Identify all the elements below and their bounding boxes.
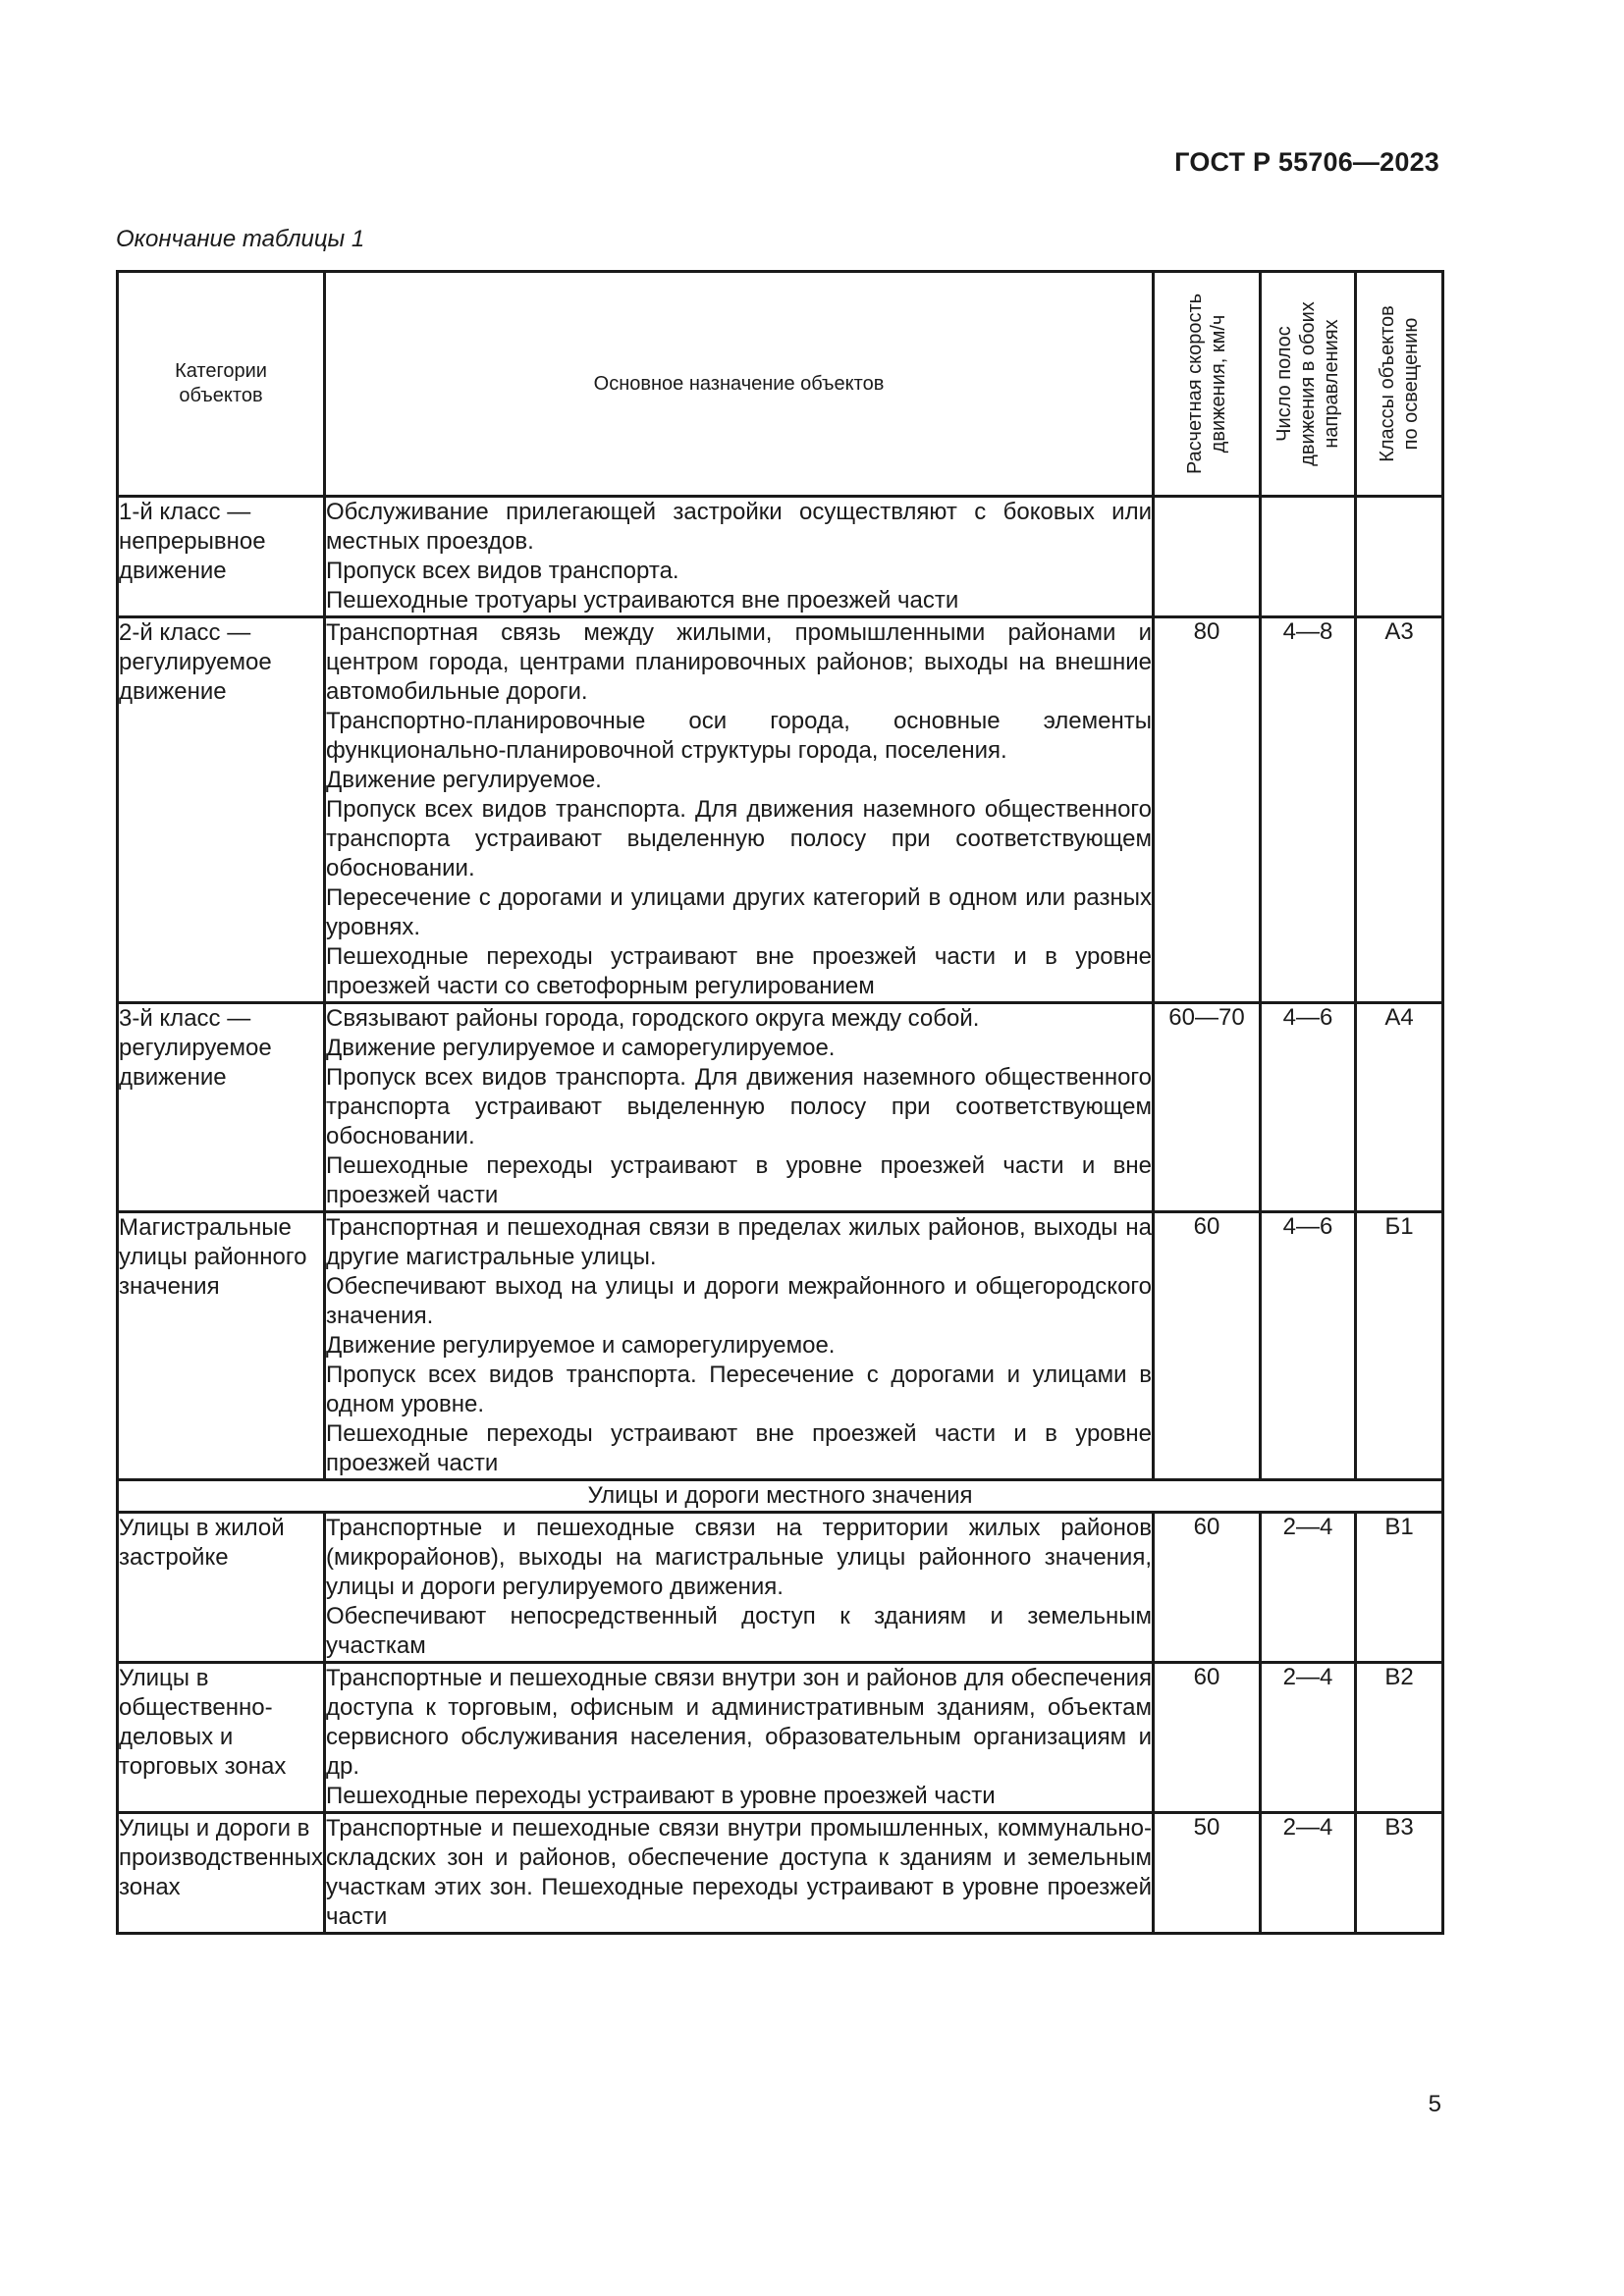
lighting-class-cell: А4 <box>1356 1003 1443 1212</box>
header-speed: Расчетная скорость движения, км/ч <box>1154 272 1261 497</box>
lighting-class-cell: В3 <box>1356 1813 1443 1934</box>
speed-cell <box>1154 497 1261 617</box>
standard-code: ГОСТ Р 55706—2023 <box>1174 147 1439 177</box>
purpose-line: Транспортная и пешеходная связи в пределах жилых районов, выходы на другие магистральные улицы. <box>326 1214 1152 1270</box>
category-cell: Магистральные улицы районного значения <box>118 1212 325 1480</box>
table-caption: Окончание таблицы 1 <box>116 226 365 252</box>
purpose-cell <box>325 497 1154 617</box>
purpose-line: Пешеходные переходы устраивают в уровне проезжей части и вне проезжей части <box>326 1152 1152 1208</box>
purpose-line: Транспортные и пешеходные связи внутри зон и районов для обеспечения доступа к торговым, офисным и административным зданиям, объектам сервисного обслуживания населения, образовательным организациям и др. <box>326 1665 1152 1780</box>
table-row <box>118 1003 1443 1212</box>
speed-cell: 60—70 <box>1154 1003 1261 1212</box>
purpose-line: Пешеходные переходы устраивают в уровне проезжей части <box>326 1783 996 1809</box>
purpose-cell <box>325 1663 1154 1813</box>
purpose-line: Движение регулируемое и саморегулируемое. <box>326 1332 836 1359</box>
category-cell: Улицы в общественно-деловых и торговых зонах <box>118 1663 325 1813</box>
purpose-line: Пропуск всех видов транспорта. Для движения наземного общественного транспорта устраивают выделенную полосу при соответствующем обосновании. <box>326 1064 1152 1149</box>
section-title: Улицы и дороги местного значения <box>118 1480 1443 1513</box>
table-row <box>118 1513 1443 1663</box>
header-purpose: Основное назначение объектов <box>325 272 1154 497</box>
purpose-cell <box>325 1813 1154 1934</box>
purpose-line: Транспортная связь между жилыми, промышленными районами и центром города, центрами планировочных районов; выходы на внешние автомобильные дороги. <box>326 619 1152 705</box>
purpose-line: Связывают районы города, городского округа между собой. <box>326 1005 980 1032</box>
header-lanes: Число полос движения в обоих направлениях <box>1261 272 1356 497</box>
purpose-line: Пропуск всех видов транспорта. Пересечение с дорогами и улицами в одном уровне. <box>326 1362 1152 1417</box>
lighting-class-cell: А3 <box>1356 617 1443 1003</box>
lanes-cell: 4—6 <box>1261 1212 1356 1480</box>
speed-cell: 80 <box>1154 617 1261 1003</box>
purpose-cell <box>325 1513 1154 1663</box>
purpose-cell <box>325 617 1154 1003</box>
purpose-line: Пешеходные переходы устраивают вне проезжей части и в уровне проезжей части со светофорным регулированием <box>326 943 1152 999</box>
purpose-line: Пересечение с дорогами и улицами других категорий в одном или разных уровнях. <box>326 884 1152 940</box>
lighting-class-cell: В1 <box>1356 1513 1443 1663</box>
table-row <box>118 1813 1443 1934</box>
purpose-line: Пешеходные переходы устраивают вне проезжей части и в уровне проезжей части <box>326 1420 1152 1476</box>
purpose-line: Пропуск всех видов транспорта. <box>326 558 679 584</box>
category-cell: 3-й класс — регулируемое движение <box>118 1003 325 1212</box>
purpose-line: Пропуск всех видов транспорта. Для движения наземного общественного транспорта устраивают выделенную полосу при соответствующем обосновании. <box>326 796 1152 881</box>
purpose-line: Пешеходные тротуары устраиваются вне проезжей части <box>326 587 959 614</box>
table-row <box>118 1212 1443 1480</box>
lighting-class-cell: Б1 <box>1356 1212 1443 1480</box>
purpose-line: Обслуживание прилегающей застройки осуществляют с боковых или местных проездов. <box>326 499 1152 555</box>
table-row <box>118 617 1443 1003</box>
category-cell: 2-й класс — регулируемое движение <box>118 617 325 1003</box>
table-header-row <box>118 272 1443 497</box>
purpose-line: Транспортно-планировочные оси города, основные элементы функционально-планировочной структуры города, поселения. <box>326 708 1152 764</box>
lanes-cell <box>1261 497 1356 617</box>
lanes-cell: 2—4 <box>1261 1813 1356 1934</box>
speed-cell: 50 <box>1154 1813 1261 1934</box>
section-row <box>118 1480 1443 1513</box>
speed-cell: 60 <box>1154 1513 1261 1663</box>
purpose-line: Обеспечивают непосредственный доступ к зданиям и земельным участкам <box>326 1603 1152 1659</box>
lanes-cell: 4—8 <box>1261 617 1356 1003</box>
table-row <box>118 1663 1443 1813</box>
category-cell: Улицы и дороги в производственных зонах <box>118 1813 325 1934</box>
purpose-line: Транспортные и пешеходные связи внутри промышленных, коммунально-складских зон и районов, обеспечение доступа к зданиям и земельным участкам этих зон. Пешеходные переходы устраивают в уровне проезжей части <box>326 1815 1152 1930</box>
purpose-line: Транспортные и пешеходные связи на территории жилых районов (микрорайонов), выходы на магистральные улицы районного значения, улицы и дороги регулируемого движения. <box>326 1515 1152 1600</box>
lanes-cell: 4—6 <box>1261 1003 1356 1212</box>
lighting-class-cell: В2 <box>1356 1663 1443 1813</box>
header-category: Категории объектов <box>118 272 325 497</box>
lighting-class-cell <box>1356 497 1443 617</box>
purpose-cell <box>325 1212 1154 1480</box>
speed-cell: 60 <box>1154 1212 1261 1480</box>
classification-table <box>116 270 1444 1935</box>
purpose-line: Движение регулируемое. <box>326 767 602 793</box>
header-lighting-class: Классы объектов по освещению <box>1356 272 1443 497</box>
purpose-line: Движение регулируемое и саморегулируемое. <box>326 1035 836 1061</box>
purpose-cell <box>325 1003 1154 1212</box>
category-cell: 1-й класс — непрерывное движение <box>118 497 325 617</box>
purpose-line: Обеспечивают выход на улицы и дороги межрайонного и общегородского значения. <box>326 1273 1152 1329</box>
lanes-cell: 2—4 <box>1261 1513 1356 1663</box>
speed-cell: 60 <box>1154 1663 1261 1813</box>
table-row <box>118 497 1443 617</box>
category-cell: Улицы в жилой застройке <box>118 1513 325 1663</box>
page-number: 5 <box>1428 2091 1441 2117</box>
lanes-cell: 2—4 <box>1261 1663 1356 1813</box>
